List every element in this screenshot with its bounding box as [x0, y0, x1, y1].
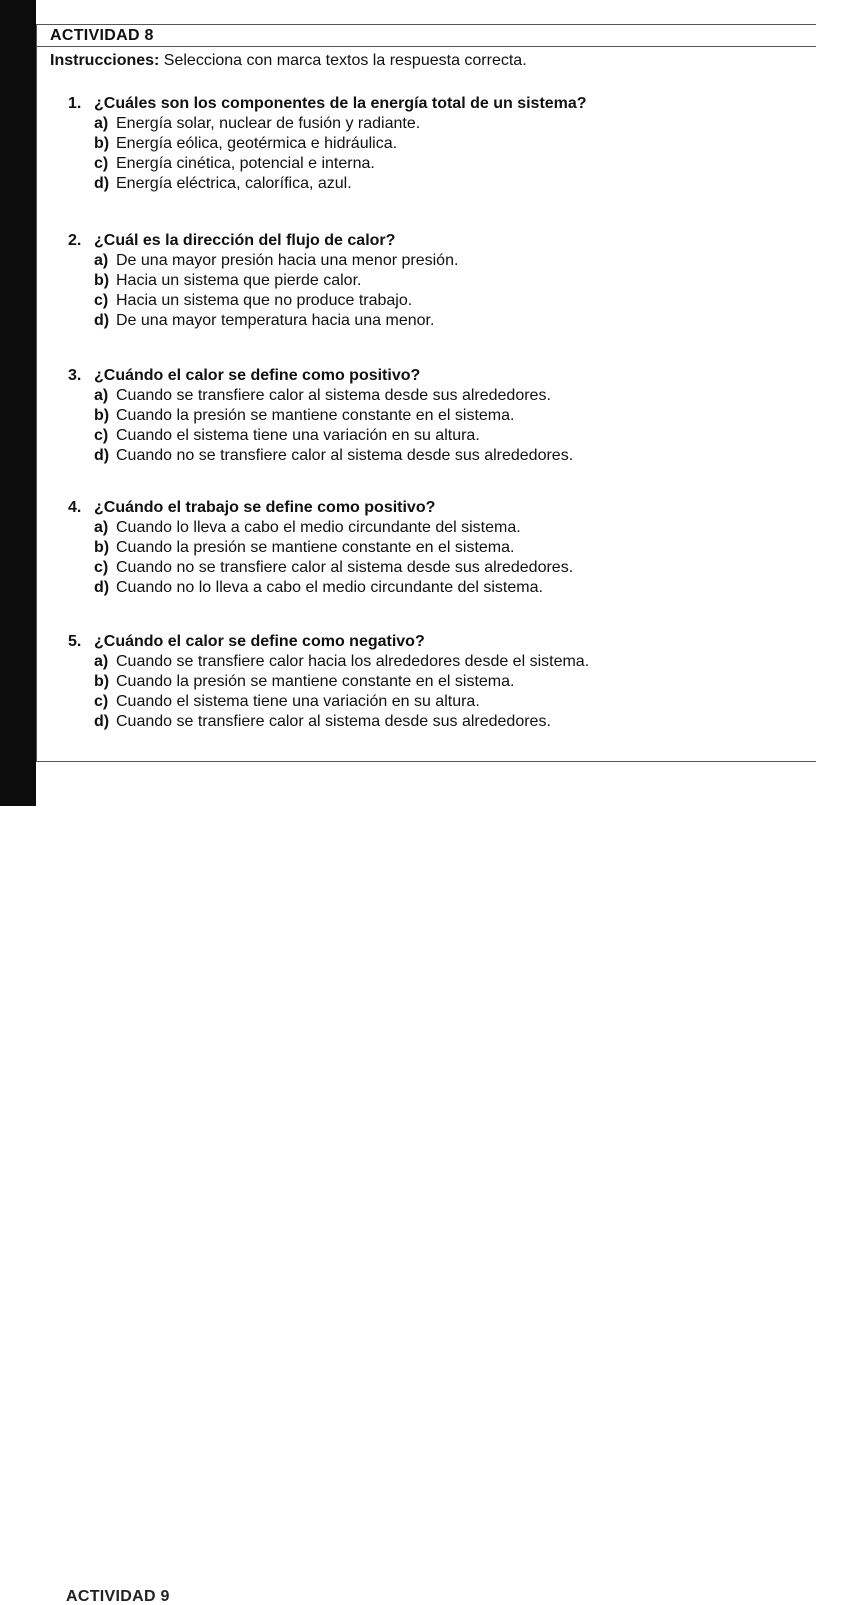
option-a[interactable]	[68, 114, 587, 134]
option-c[interactable]	[68, 692, 589, 712]
activity-title: ACTIVIDAD 8	[37, 25, 816, 47]
option-text: Energía solar, nuclear de fusión y radiante.	[116, 115, 421, 132]
option-text: Cuando la presión se mantiene constante en el sistema.	[116, 539, 515, 556]
question-text: ¿Cuándo el trabajo se define como positivo?	[94, 499, 436, 516]
option-letter: c)	[94, 292, 109, 309]
activity-content	[50, 50, 810, 72]
option-letter: a)	[94, 653, 109, 670]
option-letter: b)	[94, 673, 110, 690]
left-dark-edge	[0, 0, 36, 806]
option-text: Cuando la presión se mantiene constante en el sistema.	[116, 673, 515, 690]
option-letter: a)	[94, 387, 109, 404]
option-b[interactable]	[68, 271, 458, 291]
activity-table	[36, 24, 816, 762]
option-letter: d)	[94, 713, 110, 730]
option-text: De una mayor temperatura hacia una menor.	[116, 312, 435, 329]
question-5	[68, 632, 589, 732]
option-d[interactable]	[68, 446, 573, 466]
option-a[interactable]	[68, 251, 458, 271]
option-text: Cuando el sistema tiene una variación en su altura.	[116, 427, 480, 444]
question-number: 1.	[68, 95, 82, 112]
option-text: Energía cinética, potencial e interna.	[116, 155, 375, 172]
option-text: Cuando no lo lleva a cabo el medio circundante del sistema.	[116, 579, 543, 596]
option-letter: d)	[94, 312, 110, 329]
option-letter: a)	[94, 115, 109, 132]
instructions-text: Selecciona con marca textos la respuesta correcta.	[159, 52, 527, 69]
option-b[interactable]	[68, 134, 587, 154]
option-c[interactable]	[68, 558, 573, 578]
option-letter: d)	[94, 579, 110, 596]
question-number: 3.	[68, 367, 82, 384]
question-3	[68, 366, 573, 466]
option-letter: c)	[94, 693, 109, 710]
question-text: ¿Cuál es la dirección del flujo de calor?	[94, 232, 396, 249]
question-title	[68, 366, 573, 386]
option-text: Cuando se transfiere calor hacia los alrededores desde el sistema.	[116, 653, 590, 670]
option-letter: c)	[94, 427, 109, 444]
question-number: 2.	[68, 232, 82, 249]
option-b[interactable]	[68, 672, 589, 692]
option-b[interactable]	[68, 406, 573, 426]
question-title	[68, 498, 573, 518]
option-a[interactable]	[68, 518, 573, 538]
option-c[interactable]	[68, 291, 458, 311]
option-text: Energía eléctrica, calorífica, azul.	[116, 175, 352, 192]
question-4	[68, 498, 573, 598]
question-2	[68, 231, 458, 331]
question-text: ¿Cuándo el calor se define como negativo?	[94, 633, 425, 650]
question-text: ¿Cuándo el calor se define como positivo?	[94, 367, 421, 384]
option-d[interactable]	[68, 174, 587, 194]
option-text: Cuando la presión se mantiene constante en el sistema.	[116, 407, 515, 424]
option-text: De una mayor presión hacia una menor presión.	[116, 252, 459, 269]
option-d[interactable]	[68, 311, 458, 331]
instructions	[50, 50, 810, 72]
option-letter: d)	[94, 175, 110, 192]
option-letter: b)	[94, 272, 110, 289]
next-activity-title: ACTIVIDAD 9	[66, 1588, 170, 1605]
option-c[interactable]	[68, 426, 573, 446]
option-letter: d)	[94, 447, 110, 464]
option-letter: a)	[94, 519, 109, 536]
option-text: Cuando el sistema tiene una variación en su altura.	[116, 693, 480, 710]
option-text: Cuando lo lleva a cabo el medio circundante del sistema.	[116, 519, 521, 536]
option-a[interactable]	[68, 652, 589, 672]
option-a[interactable]	[68, 386, 573, 406]
option-text: Cuando no se transfiere calor al sistema desde sus alrededores.	[116, 447, 574, 464]
option-letter: b)	[94, 539, 110, 556]
option-b[interactable]	[68, 538, 573, 558]
option-letter: a)	[94, 252, 109, 269]
instructions-label: Instrucciones:	[50, 52, 160, 69]
question-title	[68, 632, 589, 652]
question-title	[68, 231, 458, 251]
option-c[interactable]	[68, 154, 587, 174]
option-text: Hacia un sistema que no produce trabajo.	[116, 292, 413, 309]
option-text: Hacia un sistema que pierde calor.	[116, 272, 362, 289]
question-number: 4.	[68, 499, 82, 516]
option-letter: c)	[94, 559, 109, 576]
option-d[interactable]	[68, 712, 589, 732]
question-1	[68, 94, 587, 194]
next-activity-strip	[36, 790, 816, 1605]
option-text: Energía eólica, geotérmica e hidráulica.	[116, 135, 398, 152]
option-text: Cuando se transfiere calor al sistema desde sus alrededores.	[116, 387, 551, 404]
option-letter: b)	[94, 407, 110, 424]
option-letter: b)	[94, 135, 110, 152]
question-title	[68, 94, 587, 114]
option-d[interactable]	[68, 578, 573, 598]
option-letter: c)	[94, 155, 109, 172]
option-text: Cuando se transfiere calor al sistema desde sus alrededores.	[116, 713, 551, 730]
option-text: Cuando no se transfiere calor al sistema desde sus alrededores.	[116, 559, 574, 576]
question-number: 5.	[68, 633, 82, 650]
question-text: ¿Cuáles son los componentes de la energía total de un sistema?	[94, 95, 587, 112]
